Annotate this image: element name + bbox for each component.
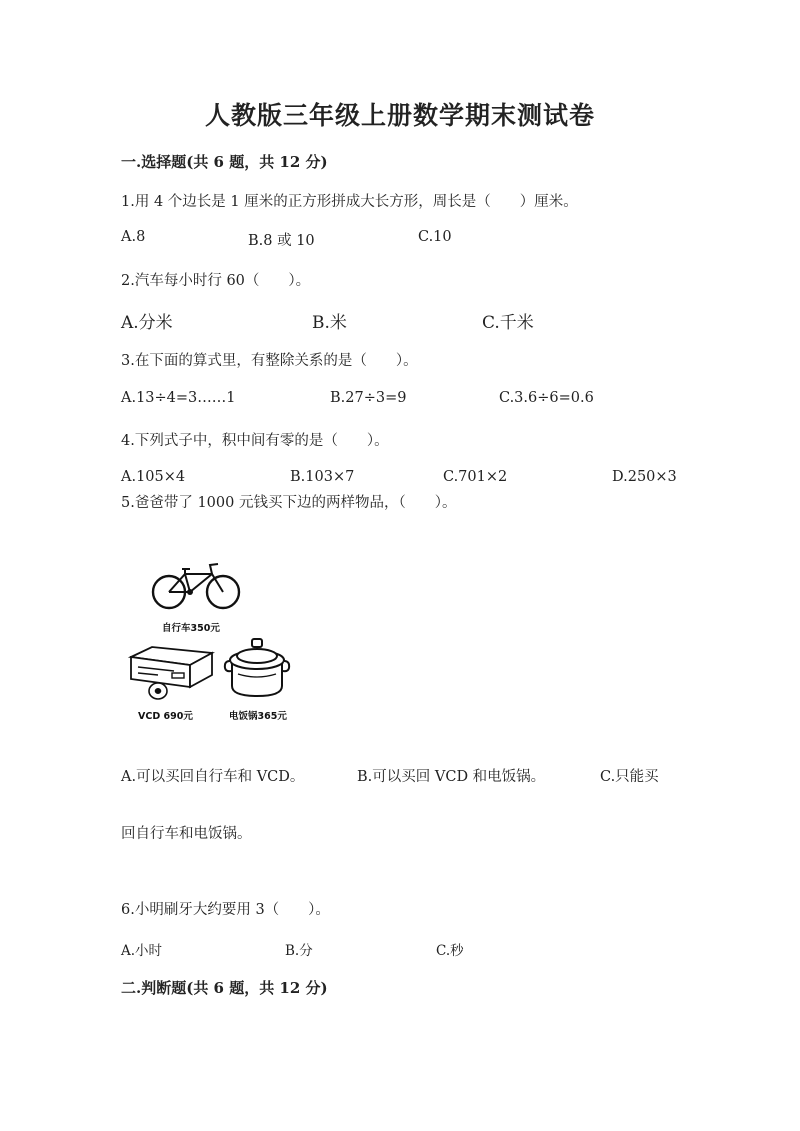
section-heading-choice: 一.选择题(共 6 题，共 12 分): [121, 153, 328, 171]
question-5-option-a: A.可以买回自行车和 VCD。: [121, 769, 305, 785]
question-4-text: 4.下列式子中，积中间有零的是（ ）。: [121, 433, 389, 449]
question-6-option-a: A.小时: [121, 943, 163, 959]
question-4-option-b: B.103×7: [290, 469, 355, 485]
question-5-text: 5.爸爸带了 1000 元钱买下边的两样物品，（ ）。: [121, 495, 457, 511]
question-3-option-b: B.27÷3=9: [330, 390, 407, 406]
section-heading-true-false: 二.判断题(共 6 题，共 12 分): [121, 979, 328, 997]
question-1-text: 1.用 4 个边长是 1 厘米的正方形拼成大长方形，周长是（ ）厘米。: [121, 194, 578, 210]
question-2-option-b: B.米: [312, 313, 347, 333]
question-4-option-c: C.701×2: [443, 469, 508, 485]
question-1-option-c: C.10: [418, 229, 452, 245]
question-5-option-b: B.可以买回 VCD 和电饭锅。: [357, 769, 546, 785]
question-1-option-a: A.8: [121, 229, 146, 245]
rice-cooker-price-label: 电饭锅365元: [229, 711, 287, 722]
question-3-text: 3.在下面的算式里，有整除关系的是（ ）。: [121, 353, 418, 369]
question-6-option-c: C.秒: [436, 943, 464, 959]
bicycle-illustration: [150, 560, 242, 612]
question-1-option-b: B.8 或 10: [248, 233, 315, 249]
question-4-option-d: D.250×3: [612, 469, 677, 485]
question-6-option-b: B.分: [285, 943, 313, 959]
question-2-text: 2.汽车每小时行 60（ ）。: [121, 273, 311, 289]
question-6-text: 6.小明刷牙大约要用 3（ ）。: [121, 902, 330, 918]
question-2-option-c: C.千米: [482, 313, 534, 333]
question-4-option-a: A.105×4: [121, 469, 186, 485]
vcd-price-label: VCD 690元: [138, 711, 193, 722]
question-3-option-a: A.13÷4=3……1: [121, 390, 236, 406]
question-2-option-a: A.分米: [121, 313, 173, 333]
rice-cooker-illustration: [222, 634, 292, 702]
vcd-player-illustration: [128, 643, 214, 701]
question-5-option-c: C.只能买: [600, 769, 659, 785]
page-title: 人教版三年级上册数学期末测试卷: [204, 101, 595, 130]
bicycle-price-label: 自行车350元: [162, 623, 220, 634]
question-3-option-c: C.3.6÷6=0.6: [499, 390, 594, 406]
question-5-option-c-continued: 回自行车和电饭锅。: [121, 826, 252, 842]
